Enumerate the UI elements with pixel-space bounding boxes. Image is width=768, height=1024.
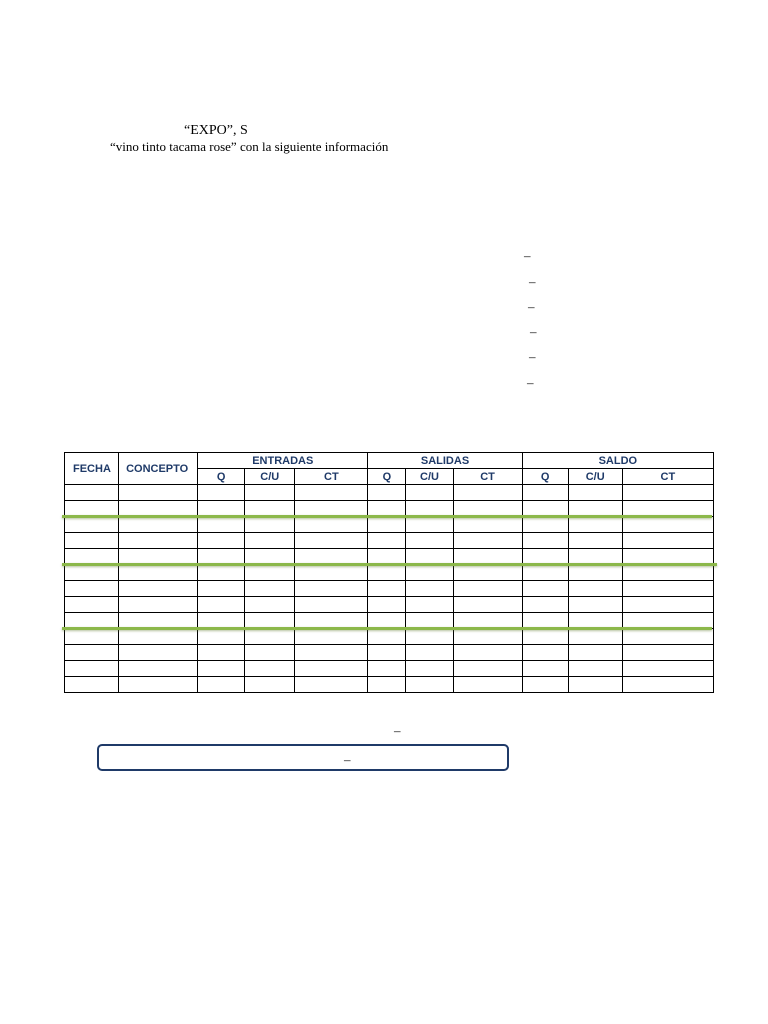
table-cell[interactable] <box>295 597 368 613</box>
table-cell[interactable] <box>622 517 713 533</box>
table-row <box>65 533 714 549</box>
table-cell[interactable] <box>568 597 622 613</box>
table-cell[interactable] <box>453 517 522 533</box>
table-cell[interactable] <box>522 485 568 501</box>
table-cell[interactable] <box>568 485 622 501</box>
table-cell[interactable] <box>406 629 453 645</box>
dash-mark: – <box>528 299 535 314</box>
table-cell[interactable] <box>368 677 406 693</box>
table-cell[interactable] <box>198 517 245 533</box>
document-line-2: “vino tinto tacama rose” con la siguiente información <box>110 139 389 154</box>
table-cell[interactable] <box>119 597 198 613</box>
table-cell[interactable] <box>198 677 245 693</box>
table-cell[interactable] <box>295 661 368 677</box>
table-cell[interactable] <box>622 581 713 597</box>
table-cell[interactable] <box>295 645 368 661</box>
table-cell[interactable] <box>406 661 453 677</box>
table-cell[interactable] <box>368 661 406 677</box>
table-row <box>65 581 714 597</box>
table-cell[interactable] <box>65 533 119 549</box>
table-cell[interactable] <box>522 517 568 533</box>
header-entradas: ENTRADAS <box>198 453 368 469</box>
table-cell[interactable] <box>65 565 119 581</box>
table-cell[interactable] <box>198 485 245 501</box>
table-cell[interactable] <box>198 533 245 549</box>
table-cell[interactable] <box>568 645 622 661</box>
table-cell[interactable] <box>568 677 622 693</box>
header-saldo-cu: C/U <box>568 469 622 485</box>
table-row <box>65 677 714 693</box>
header-saldo: SALDO <box>522 453 713 469</box>
table-cell[interactable] <box>406 597 453 613</box>
header-fecha: FECHA <box>65 453 119 485</box>
table-cell[interactable] <box>245 485 295 501</box>
dash-mark: – <box>394 723 401 738</box>
table-cell[interactable] <box>522 629 568 645</box>
table-cell[interactable] <box>568 661 622 677</box>
table-cell[interactable] <box>119 581 198 597</box>
table-cell[interactable] <box>295 565 368 581</box>
table-cell[interactable] <box>453 485 522 501</box>
table-cell[interactable] <box>522 645 568 661</box>
table-cell[interactable] <box>245 677 295 693</box>
header-concepto: CONCEPTO <box>119 453 198 485</box>
table-cell[interactable] <box>406 677 453 693</box>
header-salidas-q: Q <box>368 469 406 485</box>
table-cell[interactable] <box>406 485 453 501</box>
table-cell[interactable] <box>245 517 295 533</box>
result-box-dash: – <box>344 752 351 767</box>
table-cell[interactable] <box>65 485 119 501</box>
table-cell[interactable] <box>568 517 622 533</box>
table-cell[interactable] <box>622 533 713 549</box>
table-cell[interactable] <box>245 597 295 613</box>
header-salidas-ct: CT <box>453 469 522 485</box>
dash-mark: – <box>527 375 534 390</box>
table-cell[interactable] <box>198 565 245 581</box>
table-cell[interactable] <box>295 677 368 693</box>
header-entradas-q: Q <box>198 469 245 485</box>
table-cell[interactable] <box>622 677 713 693</box>
table-row <box>65 597 714 613</box>
header-saldo-ct: CT <box>622 469 713 485</box>
dash-mark: – <box>530 324 537 339</box>
table-cell[interactable] <box>198 661 245 677</box>
table-cell[interactable] <box>119 677 198 693</box>
table-cell[interactable] <box>65 581 119 597</box>
table-cell[interactable] <box>245 645 295 661</box>
table-cell[interactable] <box>245 565 295 581</box>
table-cell[interactable] <box>245 661 295 677</box>
header-salidas: SALIDAS <box>368 453 522 469</box>
table-cell[interactable] <box>65 677 119 693</box>
dash-mark: – <box>524 248 531 263</box>
table-cell[interactable] <box>522 661 568 677</box>
table-cell[interactable] <box>622 597 713 613</box>
header-saldo-q: Q <box>522 469 568 485</box>
header-salidas-cu: C/U <box>406 469 453 485</box>
table-cell[interactable] <box>453 597 522 613</box>
table-cell[interactable] <box>453 581 522 597</box>
table-cell[interactable] <box>568 565 622 581</box>
table-cell[interactable] <box>568 533 622 549</box>
table-row <box>65 485 714 501</box>
highlight-line <box>62 563 717 566</box>
table-cell[interactable] <box>622 645 713 661</box>
table-cell[interactable] <box>368 565 406 581</box>
table-cell[interactable] <box>453 629 522 645</box>
table-row <box>65 661 714 677</box>
table-cell[interactable] <box>119 661 198 677</box>
table-cell[interactable] <box>368 645 406 661</box>
dash-mark: – <box>529 274 536 289</box>
table-cell[interactable] <box>522 565 568 581</box>
table-cell[interactable] <box>65 661 119 677</box>
table-cell[interactable] <box>295 581 368 597</box>
table-cell[interactable] <box>622 485 713 501</box>
table-cell[interactable] <box>295 629 368 645</box>
table-cell[interactable] <box>453 661 522 677</box>
table-cell[interactable] <box>295 485 368 501</box>
table-cell[interactable] <box>453 533 522 549</box>
table-cell[interactable] <box>522 581 568 597</box>
table-cell[interactable] <box>119 485 198 501</box>
result-box <box>97 744 509 771</box>
table-cell[interactable] <box>406 581 453 597</box>
table-cell[interactable] <box>368 517 406 533</box>
table-cell[interactable] <box>368 629 406 645</box>
table-cell[interactable] <box>453 677 522 693</box>
table-cell[interactable] <box>568 581 622 597</box>
table-cell[interactable] <box>65 629 119 645</box>
table-row <box>65 629 714 645</box>
table-cell[interactable] <box>522 533 568 549</box>
table-row <box>65 565 714 581</box>
table-cell[interactable] <box>622 661 713 677</box>
table-cell[interactable] <box>65 517 119 533</box>
table-cell[interactable] <box>198 645 245 661</box>
table-cell[interactable] <box>622 629 713 645</box>
table-cell[interactable] <box>119 629 198 645</box>
table-cell[interactable] <box>198 629 245 645</box>
table-cell[interactable] <box>368 597 406 613</box>
inventory-ledger-table <box>64 452 714 693</box>
table-cell[interactable] <box>65 597 119 613</box>
table-cell[interactable] <box>406 645 453 661</box>
table-cell[interactable] <box>119 517 198 533</box>
table-row <box>65 517 714 533</box>
table-cell[interactable] <box>119 645 198 661</box>
table-cell[interactable] <box>198 581 245 597</box>
table-cell[interactable] <box>453 645 522 661</box>
highlight-line <box>62 627 712 630</box>
table-cell[interactable] <box>522 597 568 613</box>
table-cell[interactable] <box>568 629 622 645</box>
table-cell[interactable] <box>65 645 119 661</box>
header-entradas-cu: C/U <box>245 469 295 485</box>
table-cell[interactable] <box>406 565 453 581</box>
table-cell[interactable] <box>119 565 198 581</box>
table-cell[interactable] <box>406 533 453 549</box>
table-cell[interactable] <box>295 533 368 549</box>
table-row <box>65 645 714 661</box>
highlight-line <box>62 515 712 518</box>
table-cell[interactable] <box>406 517 453 533</box>
table-cell[interactable] <box>295 517 368 533</box>
document-line-1: “EXPO”, S <box>184 123 248 138</box>
table-cell[interactable] <box>245 629 295 645</box>
dash-mark: – <box>529 349 536 364</box>
table-cell[interactable] <box>622 565 713 581</box>
table-cell[interactable] <box>453 565 522 581</box>
table-cell[interactable] <box>522 677 568 693</box>
table-cell[interactable] <box>119 533 198 549</box>
header-entradas-ct: CT <box>295 469 368 485</box>
table-cell[interactable] <box>245 581 295 597</box>
table-cell[interactable] <box>368 581 406 597</box>
table-cell[interactable] <box>368 485 406 501</box>
table-cell[interactable] <box>198 597 245 613</box>
table-cell[interactable] <box>368 533 406 549</box>
table-cell[interactable] <box>245 533 295 549</box>
